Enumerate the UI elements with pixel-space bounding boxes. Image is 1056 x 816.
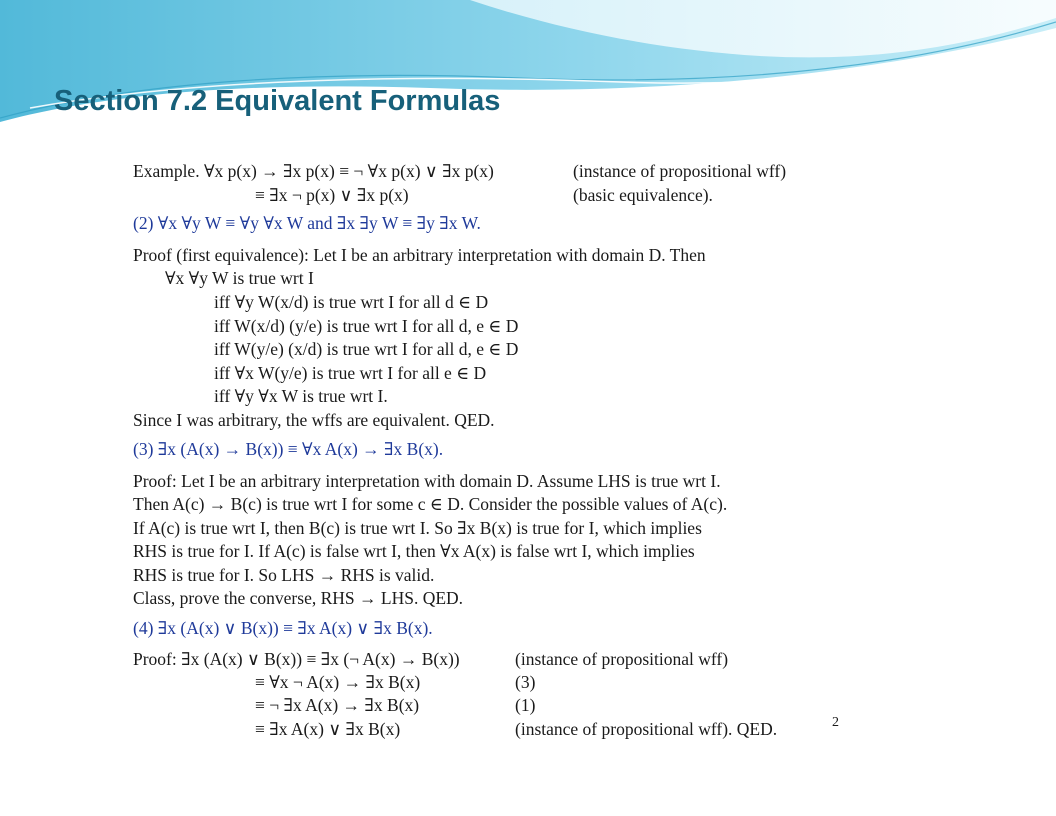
proof3-line-6: Class, prove the converse, RHS → LHS. QED. (133, 588, 464, 608)
proof4-line-4-note: (instance of propositional wff). QED. (515, 719, 778, 739)
proof4-line-4: ≡ ∃x A(x) ∨ ∃x B(x) (255, 719, 401, 739)
proof2-line-4: iff W(y/e) (x/d) is true wrt I for all d, e ∈ D (214, 339, 519, 359)
slide-title: Section 7.2 Equivalent Formulas (54, 85, 501, 117)
proof3-line-2: Then A(c) → B(c) is true wrt I for some c ∈ D. Consider the possible values of A(c). (133, 494, 728, 514)
proof2-intro: Proof (first equivalence): Let I be an arbitrary interpretation with domain D. Then (133, 245, 706, 265)
rule-2: (2) ∀x ∀y W ≡ ∀y ∀x W and ∃x ∃y W ≡ ∃y ∃x W. (133, 213, 481, 233)
proof4-line-2: ≡ ∀x ¬ A(x) → ∃x B(x) (255, 672, 421, 692)
rule-3: (3) ∃x (A(x) → B(x)) ≡ ∀x A(x) → ∃x B(x). (133, 439, 444, 459)
proof4-line-1: Proof: ∃x (A(x) ∨ B(x)) ≡ ∃x (¬ A(x) → B(x)) (133, 649, 460, 669)
proof4-line-3: ≡ ¬ ∃x A(x) → ∃x B(x) (255, 695, 420, 715)
proof2-line-2: iff ∀y W(x/d) is true wrt I for all d ∈ D (214, 292, 489, 312)
example-line-1-note: (instance of propositional wff) (573, 161, 787, 181)
proof4-line-1-note: (instance of propositional wff) (515, 649, 729, 669)
page-number: 2 (832, 715, 839, 730)
example-line-2-note: (basic equivalence). (573, 185, 713, 205)
rule-4: (4) ∃x (A(x) ∨ B(x)) ≡ ∃x A(x) ∨ ∃x B(x). (133, 618, 433, 638)
proof3-line-1: Proof: Let I be an arbitrary interpretation with domain D. Assume LHS is true wrt I. (133, 471, 721, 491)
proof2-line-6: iff ∀y ∀x W is true wrt I. (214, 386, 388, 406)
slide-content (133, 160, 843, 742)
proof3-line-5: RHS is true for I. So LHS → RHS is valid. (133, 565, 435, 585)
header-swoosh-decoration (0, 0, 1056, 140)
proof3-line-3: If A(c) is true wrt I, then B(c) is true wrt I. So ∃x B(x) is true for I, which implies (133, 518, 702, 538)
example-line-2: ≡ ∃x ¬ p(x) ∨ ∃x p(x) (255, 185, 409, 205)
proof2-conclusion: Since I was arbitrary, the wffs are equivalent. QED. (133, 410, 495, 430)
proof2-line-1: ∀x ∀y W is true wrt I (165, 268, 314, 288)
proof3-line-4: RHS is true for I. If A(c) is false wrt I, then ∀x A(x) is false wrt I, which implies (133, 541, 695, 561)
proof4-line-2-note: (3) (515, 672, 536, 692)
proof4-line-3-note: (1) (515, 695, 536, 715)
proof2-line-5: iff ∀x W(y/e) is true wrt I for all e ∈ D (214, 363, 487, 383)
proof2-line-3: iff W(x/d) (y/e) is true wrt I for all d, e ∈ D (214, 316, 519, 336)
example-line-1: Example. ∀x p(x) → ∃x p(x) ≡ ¬ ∀x p(x) ∨ ∃x p(x) (133, 161, 494, 181)
